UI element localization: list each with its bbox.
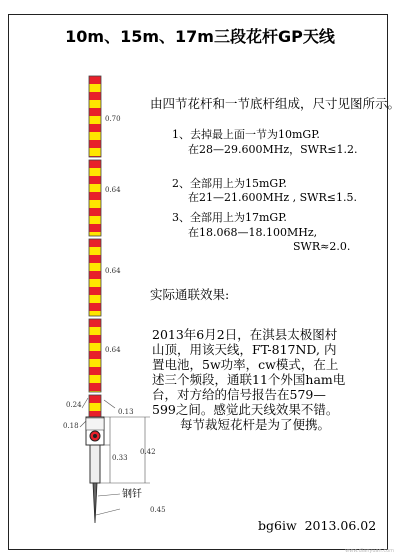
page-title: 10m、15m、17m三段花杆GP天线: [65, 27, 335, 46]
effect-line-1: 2013年6月2日，在淇县太极图村: [152, 327, 338, 342]
mast-stripe: [89, 395, 101, 403]
mast-stripe: [89, 287, 101, 295]
signature: bg6iw 2013.06.02: [258, 518, 377, 533]
mast-stripe: [89, 184, 101, 192]
dim-section-1: 0.70: [105, 115, 121, 123]
dim-0-42: 0.42: [140, 448, 156, 456]
mast-stripe: [89, 303, 101, 311]
effect-line-4: 述三个频段，通联11个外国ham电: [152, 372, 346, 387]
item-3-line-2: 在18.068—18.100MHz,: [188, 226, 318, 239]
mast-stripe: [89, 200, 101, 208]
watermark: www.dianyuan.com: [345, 548, 394, 554]
mast-stripe: [89, 140, 101, 148]
mast-stripe: [89, 359, 101, 367]
mast-stripe: [89, 403, 101, 411]
item-1-line-1: 1、去掉最上面一节为10mGP.: [172, 128, 320, 141]
mast-stripe: [89, 279, 101, 287]
mast-stripe: [89, 132, 101, 140]
mast-stripe: [89, 232, 101, 236]
item-3-line-1: 3、全部用上为17mGP.: [172, 211, 287, 224]
mast-stripe: [89, 343, 101, 351]
dim-0-45: 0.45: [150, 506, 166, 514]
mast-stripe: [89, 295, 101, 303]
item-2-line-2: 在21—21.600MHz , SWR≤1.5.: [188, 191, 357, 204]
mast-stripe: [89, 160, 101, 168]
mast-stripe: [89, 271, 101, 279]
item-1-line-2: 在28—29.600MHz，SWR≤1.2.: [188, 143, 358, 156]
mast-stripe: [89, 116, 101, 124]
mast-stripe: [89, 108, 101, 116]
mast-stripe: [89, 168, 101, 176]
mast-stripe: [89, 124, 101, 132]
mast-stripe: [89, 255, 101, 263]
note-text: 每节裁短花杆是为了便携。: [180, 417, 331, 432]
effect-line-5: 台，对方给的信号报告在579—: [152, 387, 326, 402]
mast-stripe: [89, 76, 101, 84]
dim-0-13: 0.13: [118, 408, 134, 416]
effect-line-6: 599之间。感觉此天线效果不错。: [152, 402, 339, 417]
mast-stripe: [89, 239, 101, 247]
mast-stripe: [89, 224, 101, 232]
mast-stripe: [89, 247, 101, 255]
effect-title: 实际通联效果:: [150, 287, 230, 302]
effect-line-3: 置电池，5w功率，cw模式，在上: [152, 357, 339, 372]
mast-stripe: [89, 411, 101, 417]
steel-spike: [93, 483, 97, 523]
mast-stripe: [89, 208, 101, 216]
effect-line-2: 山顶，用该天线，FT-817ND, 内: [152, 342, 337, 357]
mast-stripe: [89, 319, 101, 327]
dim-0-33: 0.33: [112, 454, 128, 462]
dim-0-18: 0.18: [63, 422, 79, 430]
mast-stripe: [89, 375, 101, 383]
item-2-line-1: 2、全部用上为15mGP.: [172, 177, 287, 190]
dim-section-3: 0.64: [105, 267, 121, 275]
mast-stripe: [89, 148, 101, 156]
mast-stripe: [89, 92, 101, 100]
mast-stripe: [89, 84, 101, 92]
mast-stripe: [89, 327, 101, 335]
item-3-line-3: SWR≈2.0.: [293, 240, 351, 253]
mast-stripe: [89, 100, 101, 108]
dim-section-2: 0.64: [105, 186, 121, 194]
feed-box: [86, 417, 104, 445]
mast-stripe: [89, 335, 101, 343]
antenna-mast: [89, 76, 101, 417]
dim-0-24: 0.24: [66, 401, 82, 409]
dim-section-4: 0.64: [105, 346, 121, 354]
mast-stripe: [89, 311, 101, 316]
intro-text: 由四节花杆和一节底杆组成，尺寸见图所示。: [150, 96, 400, 111]
mast-stripe: [89, 263, 101, 271]
mast-stripe: [89, 192, 101, 200]
mast-stripe: [89, 176, 101, 184]
mast-stripe: [89, 351, 101, 359]
mast-stripe: [89, 367, 101, 375]
base-pole: [90, 445, 100, 483]
mast-stripe: [89, 383, 101, 391]
mast-stripe: [89, 216, 101, 224]
steel-rod-label: 钢钎: [122, 489, 142, 500]
